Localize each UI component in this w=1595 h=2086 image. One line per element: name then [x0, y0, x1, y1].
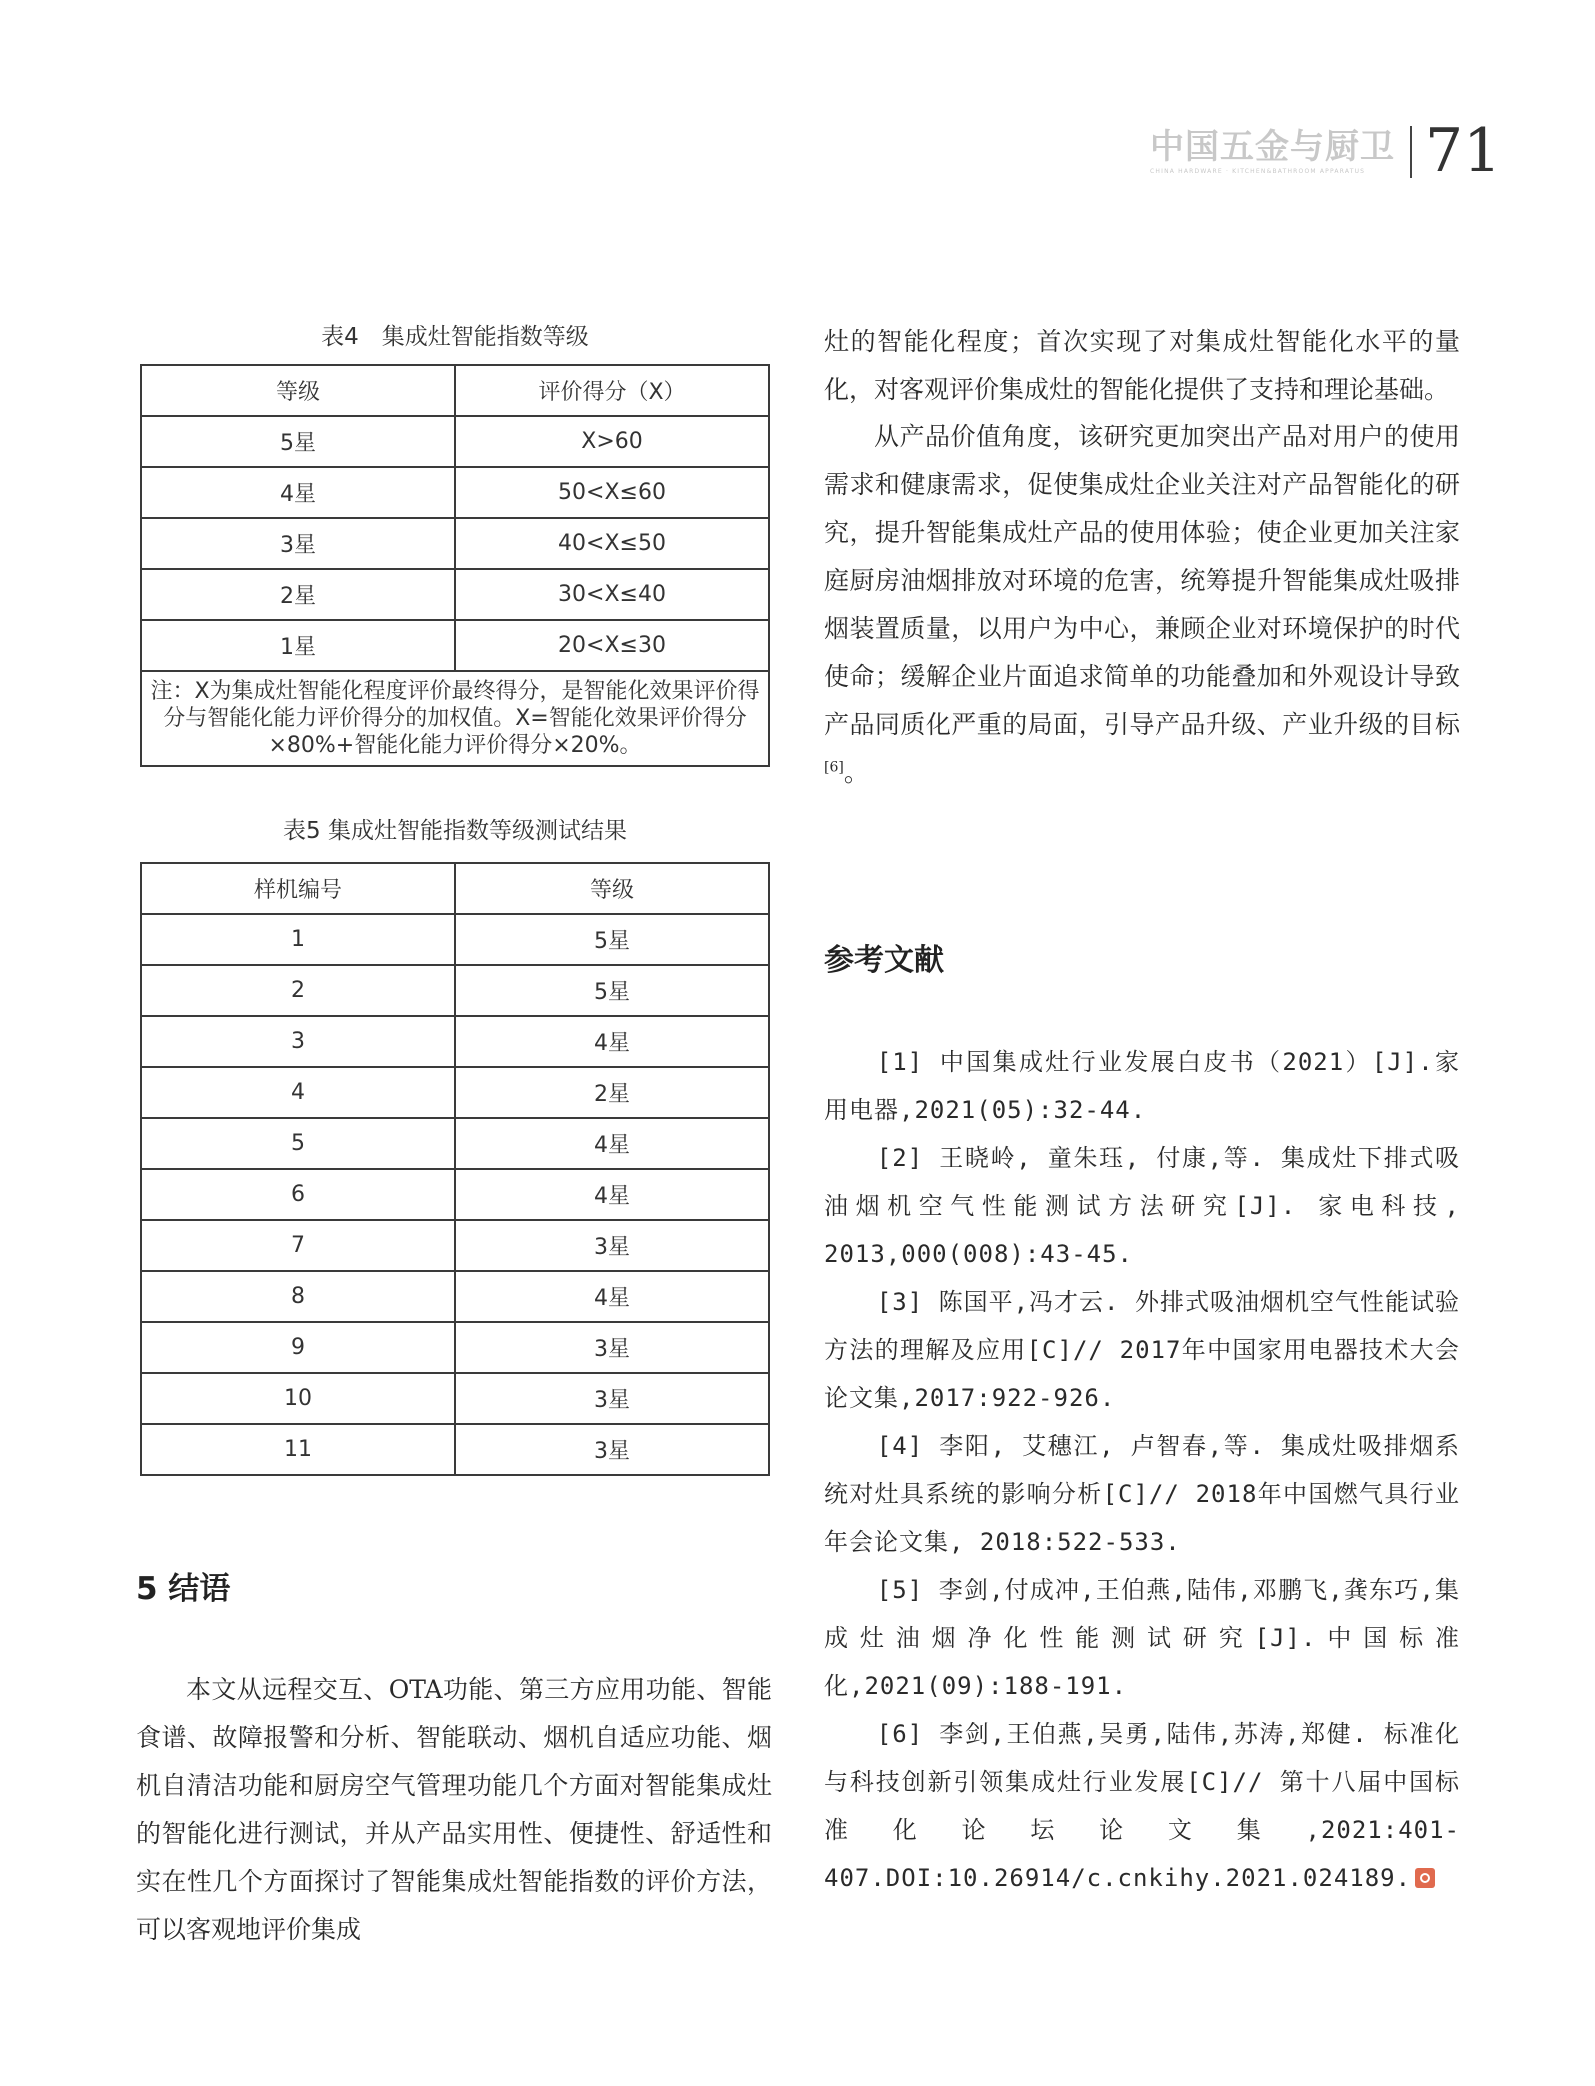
citation-marker: [6] [824, 759, 844, 776]
reference-text: [2] 王晓岭, 童朱珏, 付康,等. 集成灶下排式吸油烟机空气性能测试方法研究[J]. 家电科技, 2013,000(008):43-45. [824, 1144, 1460, 1268]
table4-cell: 40<X≤50 [455, 518, 769, 569]
table-row [141, 1067, 769, 1118]
table5-header-sample: 样机编号 [141, 863, 455, 914]
table5-sample-cell: 2 [141, 965, 455, 1016]
reference-item [824, 1278, 1460, 1422]
table4-cell: 1星 [141, 620, 455, 671]
table5-grade-cell: 5星 [455, 965, 769, 1016]
reference-item [824, 1566, 1460, 1710]
table5-sample-cell: 8 [141, 1271, 455, 1322]
table5-grade-cell: 3星 [455, 1322, 769, 1373]
reference-item [824, 1710, 1460, 1902]
logo-text: 中国五金与厨卫 [1150, 127, 1395, 167]
table5-grade-cell: 2星 [455, 1067, 769, 1118]
reference-item [824, 1422, 1460, 1566]
conclusion-paragraph-2 [824, 413, 1460, 797]
table5-caption: 表5 集成灶智能指数等级测试结果 [283, 818, 627, 844]
article-end-icon [1415, 1868, 1435, 1888]
reference-item [824, 1134, 1460, 1278]
table-row [141, 1220, 769, 1271]
section5-paragraph: 本文从远程交互、OTA功能、第三方应用功能、智能食谱、故障报警和分析、智能联动、烟机自适应功能、烟机自清洁功能和厨房空气管理功能几个方面对智能集成灶的智能化进行测试，并从产品实用性、便捷性、舒适性和实在性几个方面探讨了智能集成灶智能指数的评价方法，可以客观地评价集成 [136, 1675, 772, 1944]
table4-body [141, 365, 769, 766]
table5-header-row [141, 863, 769, 914]
table4-cell: 5星 [141, 416, 455, 467]
table4-cell: 30<X≤40 [455, 569, 769, 620]
conclusion-paragraph-2-end: 。 [843, 758, 869, 787]
table5 [140, 862, 770, 1476]
reference-text: [4] 李阳, 艾穗江, 卢智春,等. 集成灶吸排烟系统对灶具系统的影响分析[C]// 2018年中国燃气具行业年会论文集, 2018:522-533. [824, 1432, 1460, 1556]
references-list [824, 1038, 1460, 1902]
table4-header-grade: 等级 [141, 365, 455, 416]
table5-grade-cell: 3星 [455, 1373, 769, 1424]
table5-sample-cell: 11 [141, 1424, 455, 1475]
table5-sample-cell: 7 [141, 1220, 455, 1271]
table-row [141, 1271, 769, 1322]
references-heading: 参考文献 [824, 943, 944, 978]
table-row [141, 1016, 769, 1067]
logo-subtitle: CHINA HARDWARE · KITCHEN&BATHROOM APPARATUS [1150, 168, 1366, 175]
table4-cell: 2星 [141, 569, 455, 620]
table5-body [141, 863, 769, 1475]
table-row [141, 518, 769, 569]
table-row [141, 1373, 769, 1424]
table-row [141, 914, 769, 965]
header-divider [1410, 126, 1412, 178]
table4 [140, 364, 770, 767]
table-row [141, 1424, 769, 1475]
table5-sample-cell: 10 [141, 1373, 455, 1424]
conclusion-continuation: 灶的智能化程度；首次实现了对集成灶智能化水平的量化，对客观评价集成灶的智能化提供了支持和理论基础。 [824, 327, 1460, 404]
table4-header-score: 评价得分（X） [455, 365, 769, 416]
table4-note: 注：X为集成灶智能化程度评价最终得分，是智能化效果评价得分与智能化能力评价得分的加权值。X=智能化效果评价得分×80%+智能化能力评价得分×20%。 [141, 671, 769, 766]
table-row [141, 1169, 769, 1220]
table4-header-row [141, 365, 769, 416]
reference-text: [3] 陈国平,冯才云. 外排式吸油烟机空气性能试验方法的理解及应用[C]// 2017年中国家用电器技术大会论文集,2017:922-926. [824, 1288, 1460, 1412]
table5-sample-cell: 9 [141, 1322, 455, 1373]
table5-grade-cell: 4星 [455, 1271, 769, 1322]
table5-sample-cell: 6 [141, 1169, 455, 1220]
table5-sample-cell: 1 [141, 914, 455, 965]
table5-header-grade: 等级 [455, 863, 769, 914]
table-row [141, 1118, 769, 1169]
section5-heading: 5 结语 [136, 1571, 231, 1607]
table-row [141, 467, 769, 518]
table5-sample-cell: 4 [141, 1067, 455, 1118]
table5-grade-cell: 3星 [455, 1424, 769, 1475]
page-number: 71 [1425, 116, 1502, 186]
table4-cell: 4星 [141, 467, 455, 518]
table4-caption: 表4 集成灶智能指数等级 [321, 324, 589, 350]
reference-item [824, 1038, 1460, 1134]
reference-text: [6] 李剑,王伯燕,吴勇,陆伟,苏涛,郑健. 标准化与科技创新引领集成灶行业发展[C]// 第十八届中国标准化论坛论文集,2021:401-407.DOI:10.26914/c.cnkihy.2021.024189. [824, 1720, 1460, 1892]
conclusion-paragraph-2-text: 从产品价值角度，该研究更加突出产品对用户的使用需求和健康需求，促使集成灶企业关注对产品智能化的研究，提升智能集成灶产品的使用体验；使企业更加关注家庭厨房油烟排放对环境的危害，统筹提升智能集成灶吸排烟装置质量，以用户为中心，兼顾企业对环境保护的时代使命；缓解企业片面追求简单的功能叠加和外观设计导致产品同质化严重的局面，引导产品升级、产业升级的目标 [824, 422, 1460, 739]
table5-grade-cell: 4星 [455, 1016, 769, 1067]
table5-sample-cell: 3 [141, 1016, 455, 1067]
table4-cell: 20<X≤30 [455, 620, 769, 671]
table5-grade-cell: 3星 [455, 1220, 769, 1271]
table5-grade-cell: 4星 [455, 1169, 769, 1220]
table-row [141, 1322, 769, 1373]
table-row [141, 416, 769, 467]
table4-cell: X>60 [455, 416, 769, 467]
table-row [141, 965, 769, 1016]
table5-sample-cell: 5 [141, 1118, 455, 1169]
table4-note-row [141, 671, 769, 766]
table4-cell: 50<X≤60 [455, 467, 769, 518]
table5-grade-cell: 5星 [455, 914, 769, 965]
journal-logo [1150, 127, 1395, 180]
reference-text: [5] 李剑,付成冲,王伯燕,陆伟,邓鹏飞,龚东巧,集成灶油烟净化性能测试研究[J].中国标准化,2021(09):188-191. [824, 1576, 1460, 1700]
table-row [141, 569, 769, 620]
table4-cell: 3星 [141, 518, 455, 569]
table-row [141, 620, 769, 671]
reference-text: [1] 中国集成灶行业发展白皮书（2021）[J].家用电器,2021(05):32-44. [824, 1048, 1460, 1124]
table5-grade-cell: 4星 [455, 1118, 769, 1169]
